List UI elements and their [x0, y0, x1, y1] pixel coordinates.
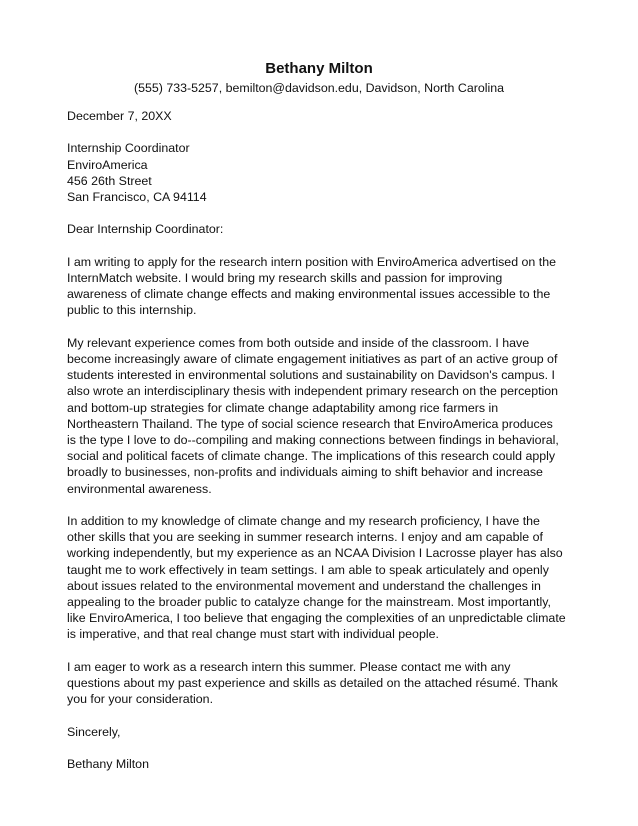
paragraph-line: broadly to businesses, non-profits and individuals aiming to shift behavior and increase — [67, 465, 543, 480]
paragraph-line: working independently, but my experience as an NCAA Division I Lacrosse player has also — [67, 546, 563, 561]
recipient-line: San Francisco, CA 94114 — [67, 190, 207, 204]
paragraph-line: and bottom-up strategies for climate change adaptability among rice farmers in — [67, 400, 499, 415]
recipient-address — [67, 140, 573, 205]
applicant-name: Bethany Milton — [265, 60, 373, 77]
salutation: Dear Internship Coordinator: — [67, 222, 224, 237]
paragraph-line: taught me to work effectively in team settings. I am able to speak articulately and openly — [67, 562, 549, 577]
paragraph-line: appealing to the broader public to catalyze change for the mainstream. Most importantly, — [67, 595, 551, 610]
paragraph-closing — [67, 659, 573, 708]
paragraph-line: become increasingly aware of climate engagement initiatives as part of an active group of — [67, 351, 558, 366]
letter-body — [67, 108, 573, 788]
paragraph-line: about issues related to the environmental movement and understand the challenges in — [67, 578, 541, 593]
paragraph-line: other skills that you are seeking in summer research interns. I enjoy and am capable of — [67, 530, 543, 545]
letter-date: December 7, 20XX — [67, 109, 172, 123]
paragraph-line: students interested in environmental solutions and sustainability on Davidson's campus. I — [67, 368, 555, 383]
paragraph-skills — [67, 513, 573, 643]
paragraph-line: also wrote an interdisciplinary thesis with independent primary research on the perception — [67, 384, 559, 399]
recipient-line: EnviroAmerica — [67, 157, 148, 172]
paragraph-line: environmental awareness. — [67, 481, 212, 496]
paragraph-line: you for your consideration. — [67, 692, 214, 707]
closing: Sincerely, — [67, 724, 121, 739]
recipient-line: Internship Coordinator — [67, 141, 190, 156]
paragraph-intro — [67, 254, 573, 319]
paragraph-line: awareness of climate change effects and making environmental issues accessible to the — [67, 287, 551, 302]
paragraph-line: My relevant experience comes from both outside and inside of the classroom. I have — [67, 335, 530, 350]
paragraph-line: Northeastern Thailand. The type of social science research that EnviroAmerica produces — [67, 416, 553, 431]
signature: Bethany Milton — [67, 757, 149, 771]
paragraph-line: is the type I love to do--compiling and making connections between findings in behavioral, — [67, 433, 559, 447]
paragraph-line: In addition to my knowledge of climate change and my research proficiency, I have the — [67, 514, 540, 528]
paragraph-line: like EnviroAmerica, I too believe that engaging the complexities of an unpredictable climate — [67, 611, 566, 626]
paragraph-experience — [67, 335, 573, 497]
contact-line: (555) 733-5257, bemilton@davidson.edu, Davidson, North Carolina — [133, 81, 505, 95]
paragraph-line: questions about my past experience and skills as detailed on the attached résumé. Thank — [67, 676, 558, 691]
paragraph-line: social and political facets of climate change. The implications of this research could apply — [67, 449, 556, 464]
paragraph-line: is imperative, and that real change must start with individual people. — [67, 627, 439, 642]
recipient-line: 456 26th Street — [67, 173, 152, 188]
paragraph-line: I am eager to work as a research intern this summer. Please contact me with any — [67, 659, 511, 674]
paragraph-line: I am writing to apply for the research intern position with EnviroAmerica advertised on the — [67, 254, 556, 269]
paragraph-line: public to this internship. — [67, 303, 197, 318]
paragraph-line: InternMatch website. I would bring my research skills and passion for improving — [67, 270, 503, 285]
